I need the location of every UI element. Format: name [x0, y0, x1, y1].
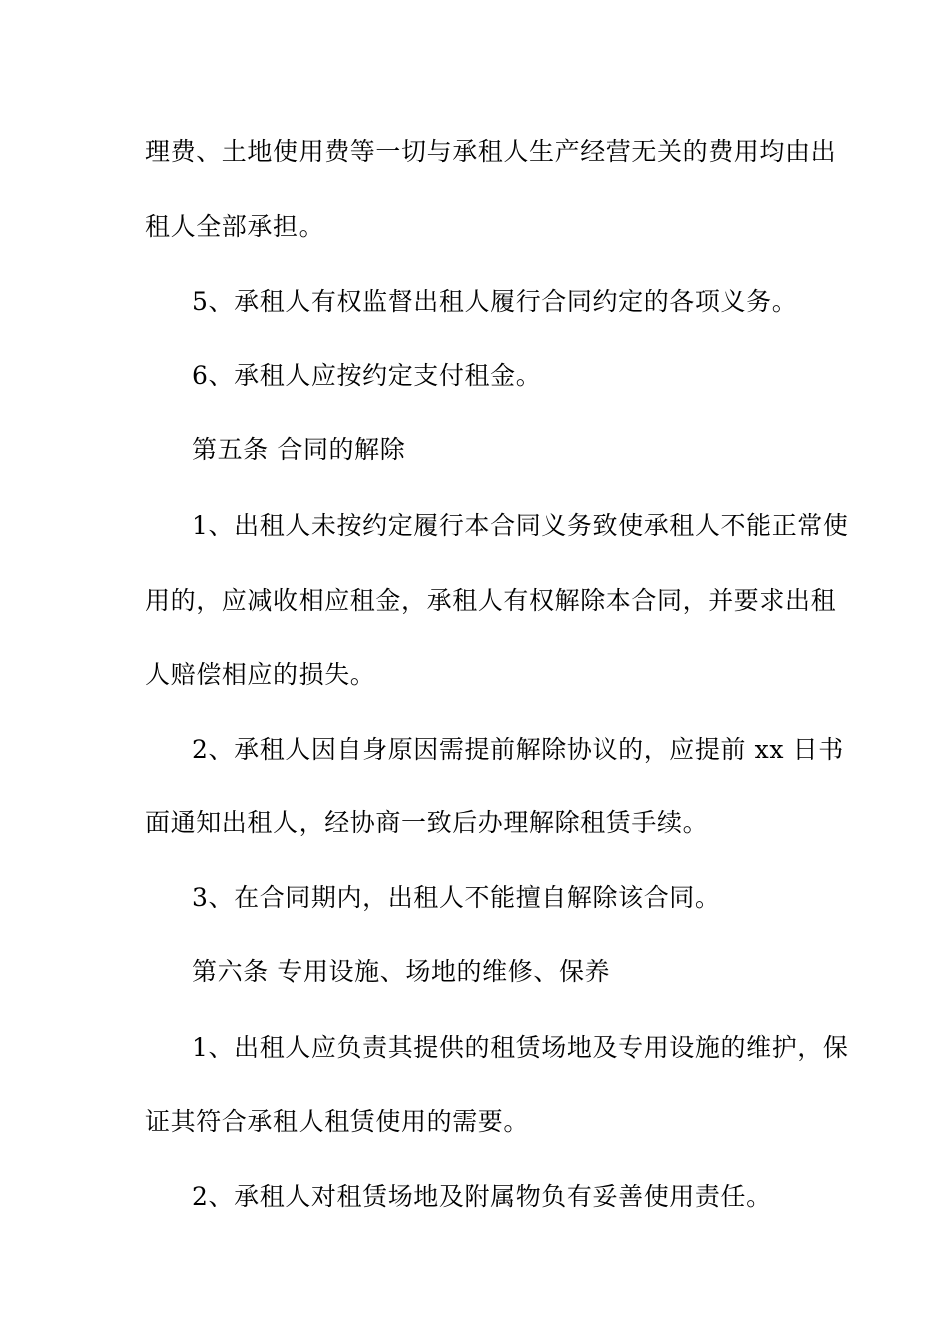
clause-item: 2、承租人对租赁场地及附属物负有妥善使用责任。 — [192, 1182, 772, 1211]
clause-item: 1、出租人应负责其提供的租赁场地及专用设施的维护，保 — [192, 1033, 849, 1062]
clause-item: 5、承租人有权监督出租人履行合同约定的各项义务。 — [192, 287, 798, 316]
body-text-line: 用的，应减收相应租金，承租人有权解除本合同，并要求出租 — [145, 586, 837, 615]
body-text-line: 人赔偿相应的损失。 — [145, 660, 376, 689]
article-heading: 第六条 专用设施、场地的维修、保养 — [192, 957, 611, 986]
article-heading: 第五条 合同的解除 — [192, 435, 406, 464]
body-text-line: 面通知出租人，经协商一致后办理解除租赁手续。 — [145, 808, 709, 837]
clause-item: 2、承租人因自身原因需提前解除协议的，应提前 xx 日书 — [192, 735, 844, 764]
clause-item: 6、承租人应按约定支付租金。 — [192, 361, 542, 390]
clause-item: 3、在合同期内，出租人不能擅自解除该合同。 — [192, 883, 721, 912]
body-text-line: 理费、土地使用费等一切与承租人生产经营无关的费用均由出 — [145, 137, 837, 166]
body-text-line: 租人全部承担。 — [145, 212, 325, 241]
body-text-line: 证其符合承租人租赁使用的需要。 — [145, 1107, 530, 1136]
clause-item: 1、出租人未按约定履行本合同义务致使承租人不能正常使 — [192, 511, 849, 540]
